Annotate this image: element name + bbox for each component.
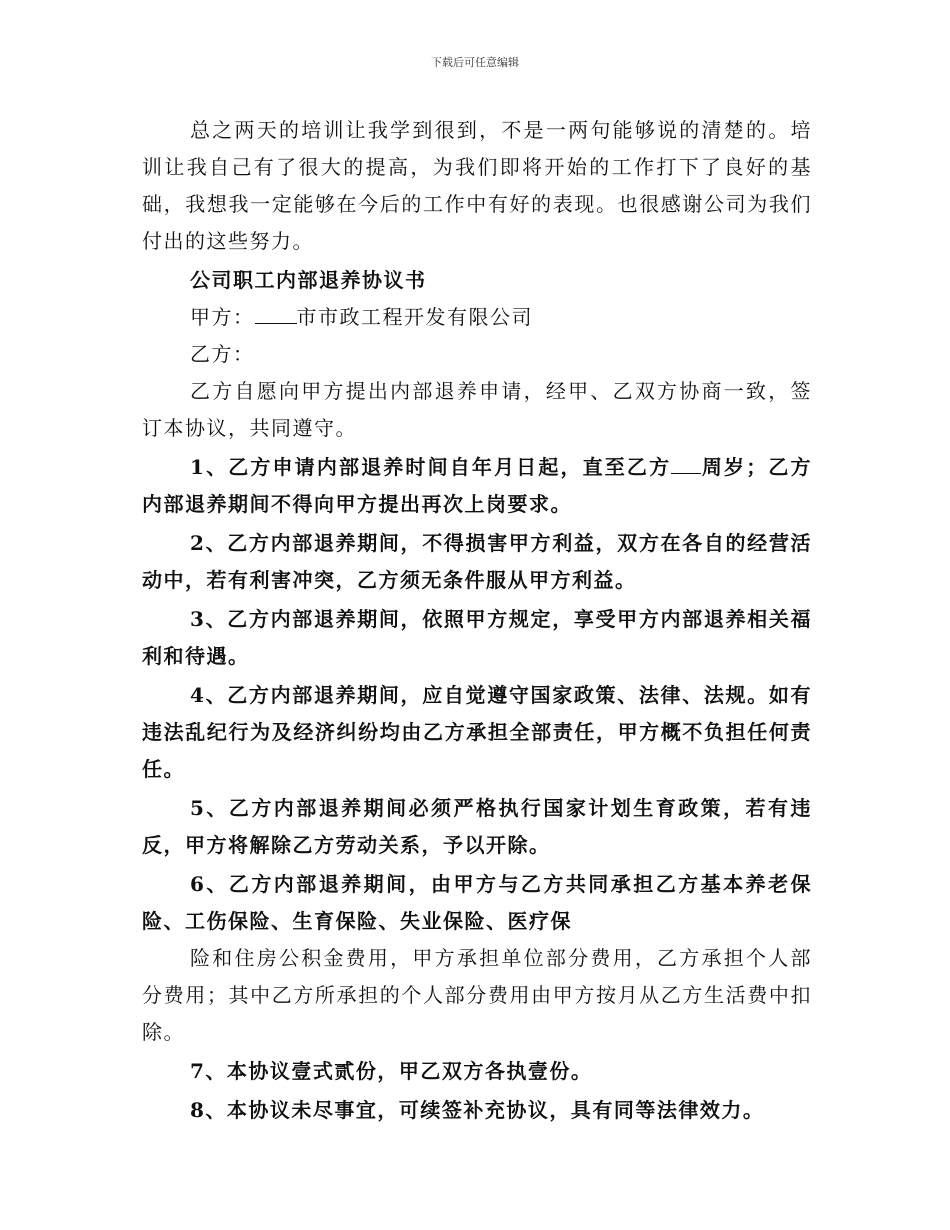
preamble-paragraph: 乙方自愿向甲方提出内部退养申请，经甲、乙双方协商一致，签订本协议，共同遵守。: [142, 379, 812, 440]
clause-6-continued: 险和住房公积金费用，甲方承担单位部分费用，乙方承担个人部分费用；其中乙方所承担的个人部分费用由甲方按月从乙方生活费中扣除。: [142, 946, 812, 1044]
clause-4: 4、乙方内部退养期间，应自觉遵守国家政策、法律、法规。如有违法乱纪行为及经济纠纷均由乙方承担全部责任，甲方概不负担任何责任。: [142, 683, 812, 781]
clause-1: [142, 449, 812, 523]
clause-3: 3、乙方内部退养期间，依照甲方规定，享受甲方内部退养相关福利和待遇。: [142, 607, 812, 668]
intro-paragraph: 总之两天的培训让我学到很到，不是一两句能够说的清楚的。培训让我自己有了很大的提高，为我们即将开始的工作打下了良好的基础，我想我一定能够在今后的工作中有好的表现。也很感谢公司为我们付出的这些努力。: [142, 118, 812, 253]
document-body: [142, 112, 812, 1129]
agreement-title: 公司职工内部退养协议书: [190, 268, 427, 292]
clause-8: 8、本协议未尽事宜，可续签补充协议，具有同等法律效力。: [190, 1098, 765, 1122]
page-header: 下载后可任意编辑: [431, 56, 519, 69]
clause-5: 5、乙方内部退养期间必须严格执行国家计划生育政策，若有违反，甲方将解除乙方劳动关系，予以开除。: [142, 796, 812, 857]
clause-1-text-b: 周岁；乙方内部退养期间不得向甲方提出再次上岗要求。: [142, 455, 813, 516]
party-a-blank: [255, 307, 297, 324]
clause-1-blank: [671, 457, 701, 474]
clause-7: 7、本协议壹式贰份，甲乙双方各执壹份。: [190, 1059, 593, 1083]
party-b-line: 乙方：: [190, 342, 255, 366]
party-a-label: 甲方：: [190, 305, 255, 329]
party-a-name: 市市政工程开发有限公司: [296, 305, 533, 329]
clause-2: 2、乙方内部退养期间，不得损害甲方利益，双方在各自的经营活动中，若有利害冲突，乙方须无条件服从甲方利益。: [142, 531, 812, 592]
clause-6: 6、乙方内部退养期间，由甲方与乙方共同承担乙方基本养老保险、工伤保险、生育保险、失业保险、医疗保: [142, 872, 812, 933]
clause-1-text-a: 1、乙方申请内部退养时间自年月日起，直至乙方: [190, 455, 672, 479]
party-a-line: [142, 299, 812, 336]
